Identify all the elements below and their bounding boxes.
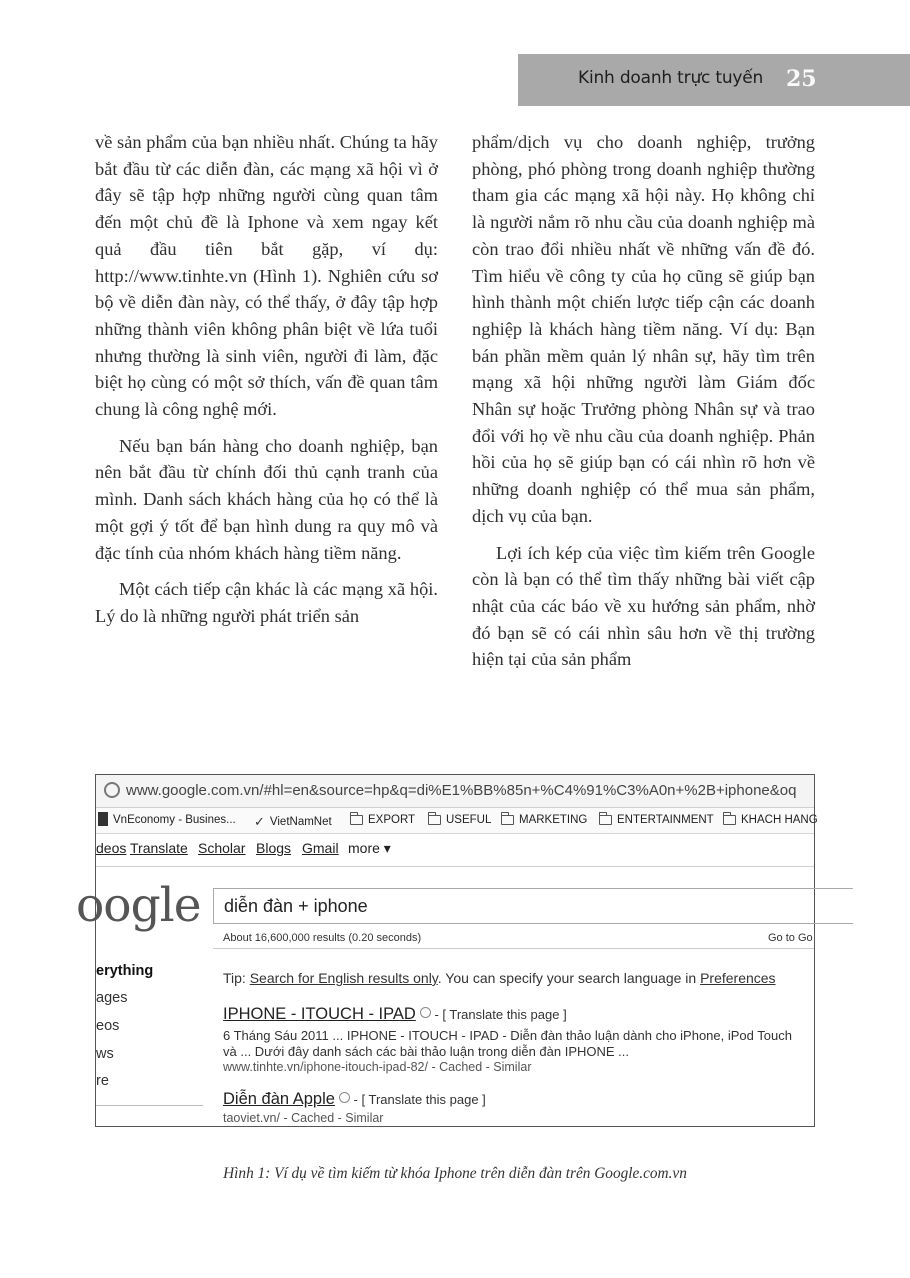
- results-count: About 16,600,000 results (0.20 seconds): [223, 932, 422, 944]
- result-title: [223, 1090, 486, 1109]
- tip-prefix: Tip:: [223, 970, 250, 986]
- folder-icon: [599, 815, 612, 825]
- side-nav-everything[interactable]: erything: [96, 963, 154, 979]
- goto-link[interactable]: Go to Go: [768, 932, 813, 944]
- globe-icon: [104, 782, 120, 798]
- search-input[interactable]: [213, 888, 853, 924]
- left-column: [95, 129, 438, 640]
- address-url[interactable]: www.google.com.vn/#hl=en&source=hp&q=di%E1%BB%85n+%C4%91%C3%A0n+%2B+iphone&oq: [126, 782, 797, 799]
- bookmark-label: USEFUL: [446, 814, 492, 826]
- result-title: [223, 1005, 567, 1024]
- nav-link-scholar[interactable]: Scholar: [198, 840, 246, 856]
- side-nav-news[interactable]: ws: [96, 1046, 114, 1062]
- side-nav-images[interactable]: ages: [96, 990, 128, 1006]
- tip-english-link[interactable]: Search for English results only: [249, 970, 438, 986]
- bookmark-label: VietNamNet: [269, 816, 332, 828]
- bookmark-label: EXPORT: [368, 814, 416, 826]
- search-query[interactable]: diễn đàn + iphone: [224, 896, 368, 916]
- bookmark-khach-hang[interactable]: [723, 814, 818, 826]
- translate-page-link[interactable]: - [ Translate this page ]: [349, 1092, 486, 1107]
- magnifier-icon[interactable]: [339, 1092, 350, 1103]
- site-icon: [98, 812, 108, 826]
- right-column: [472, 129, 815, 683]
- result-snippet: 6 Tháng Sáu 2011 ... IPHONE - ITOUCH - IPAD - Diễn đàn thảo luận dành cho iPhone, iPod Touch và ... Dưới đây danh sách các bài thảo luận trong diễn đàn IPHONE ...: [223, 1028, 792, 1059]
- bookmarks-bar: [96, 808, 818, 834]
- address-bar[interactable]: [96, 775, 814, 808]
- bookmark-label: KHACH HANG: [741, 814, 818, 826]
- bookmark-label: ENTERTAINMENT: [617, 814, 714, 826]
- result-link[interactable]: IPHONE - ITOUCH - IPAD: [223, 1005, 416, 1023]
- checkmark-icon: ✓: [254, 814, 265, 829]
- page-number: 25: [786, 66, 817, 92]
- nav-link-blogs[interactable]: Blogs: [256, 840, 292, 856]
- running-header: [518, 54, 910, 106]
- folder-icon: [428, 815, 441, 825]
- nav-link-more[interactable]: more ▾: [348, 840, 391, 856]
- bookmark-export[interactable]: [350, 814, 415, 826]
- bookmark-vneconomy[interactable]: [98, 814, 236, 826]
- result-url[interactable]: www.tinhte.vn/iphone-itouch-ipad-82/ - Cached - Similar: [223, 1060, 532, 1074]
- bookmark-vietnamnet[interactable]: [254, 814, 332, 830]
- side-nav-videos[interactable]: eos: [96, 1018, 120, 1034]
- paragraph: Lợi ích kép của việc tìm kiếm trên Google còn là bạn có thể tìm thấy những bài viết cập nhật của các báo về xu hướng sản phẩm, nhờ đó bạn sẽ có cái nhìn sâu hơn về thị trường hiện tại của sản phẩm: [472, 542, 815, 670]
- paragraph: về sản phẩm của bạn nhiều nhất. Chúng ta hãy bắt đầu từ các diễn đàn, các mạng xã hội vì ở đây sẽ tập hợp những người cùng quan tâm đến một chủ đề là Iphone và xem ngay kết quả đầu tiên bắt gặp, ví dụ: http://www.tinhte.vn (Hình 1). Nghiên cứu sơ bộ về diễn đàn này, có thể thấy, ở đây tập hợp những thành viên không phân biệt về lứa tuổi nhưng thường là sinh viên, người đi làm, đặc biệt họ cùng có một sở thích, vấn đề quan tâm chung là công nghệ mới.: [95, 132, 438, 420]
- nav-link-translate[interactable]: Translate: [130, 840, 188, 856]
- figure-screenshot: [76, 774, 818, 1127]
- nav-link-gmail[interactable]: Gmail: [302, 840, 339, 856]
- paragraph: Nếu bạn bán hàng cho doanh nghiệp, bạn nên bắt đầu từ chính đối thủ cạnh tranh của mình. Danh sách khách hàng của họ có thể là một gợi ý tốt để bạn hình dung ra quy mô và đặc tính của nhóm khách hàng tiềm năng.: [95, 435, 438, 563]
- result-url[interactable]: taoviet.vn/ - Cached - Similar: [223, 1111, 384, 1125]
- bookmark-marketing[interactable]: [501, 814, 587, 826]
- magnifier-icon[interactable]: [420, 1007, 431, 1018]
- nav-link-videos[interactable]: deos: [96, 840, 127, 856]
- result-link[interactable]: Diễn đàn Apple: [223, 1090, 335, 1108]
- divider: [96, 1105, 203, 1106]
- bookmark-useful[interactable]: [428, 814, 491, 826]
- paragraph: phẩm/dịch vụ cho doanh nghiệp, trưởng phòng, phó phòng trong doanh nghiệp thường tham gia các mạng xã hội này. Họ không chỉ là người nắm rõ nhu cầu của doanh nghiệp mà còn trao đổi nhiều nhất về những vấn đề đó. Tìm hiểu về công ty của họ cũng sẽ giúp bạn hình thành một chiến lược tiếp cận các doanh nghiệp là khách hàng tiềm năng. Ví dụ: Bạn bán phần mềm quản lý nhân sự, hãy tìm trên mạng xã hội những người làm Giám đốc Nhân sự hoặc Trưởng phòng Nhân sự và trao đổi với họ về nhu cầu của doanh nghiệp. Phản hồi của họ sẽ giúp bạn có cái nhìn rõ hơn về những doanh nghiệp có thể mua sản phẩm, dịch vụ của bạn.: [472, 132, 815, 526]
- tip-middle: . You can specify your search language in: [437, 970, 701, 986]
- divider: [213, 948, 814, 949]
- tip-preferences-link[interactable]: Preferences: [700, 970, 776, 986]
- folder-icon: [501, 815, 514, 825]
- folder-icon: [350, 815, 363, 825]
- google-logo[interactable]: oogle: [76, 878, 201, 933]
- bookmark-label: MARKETING: [519, 814, 588, 826]
- folder-icon: [723, 815, 736, 825]
- running-header-title: Kinh doanh trực tuyến: [578, 68, 764, 88]
- divider: [96, 866, 814, 867]
- figure-caption: Hình 1: Ví dụ về tìm kiếm từ khóa Iphone trên diễn đàn trên Google.com.vn: [223, 1165, 687, 1182]
- side-nav-more[interactable]: re: [96, 1073, 109, 1089]
- search-tip: [223, 970, 776, 986]
- bookmark-label: VnEconomy - Busines...: [113, 814, 236, 826]
- paragraph: Một cách tiếp cận khác là các mạng xã hội. Lý do là những người phát triển sản: [95, 579, 438, 626]
- translate-page-link[interactable]: - [ Translate this page ]: [430, 1007, 567, 1022]
- bookmark-entertainment[interactable]: [599, 814, 714, 826]
